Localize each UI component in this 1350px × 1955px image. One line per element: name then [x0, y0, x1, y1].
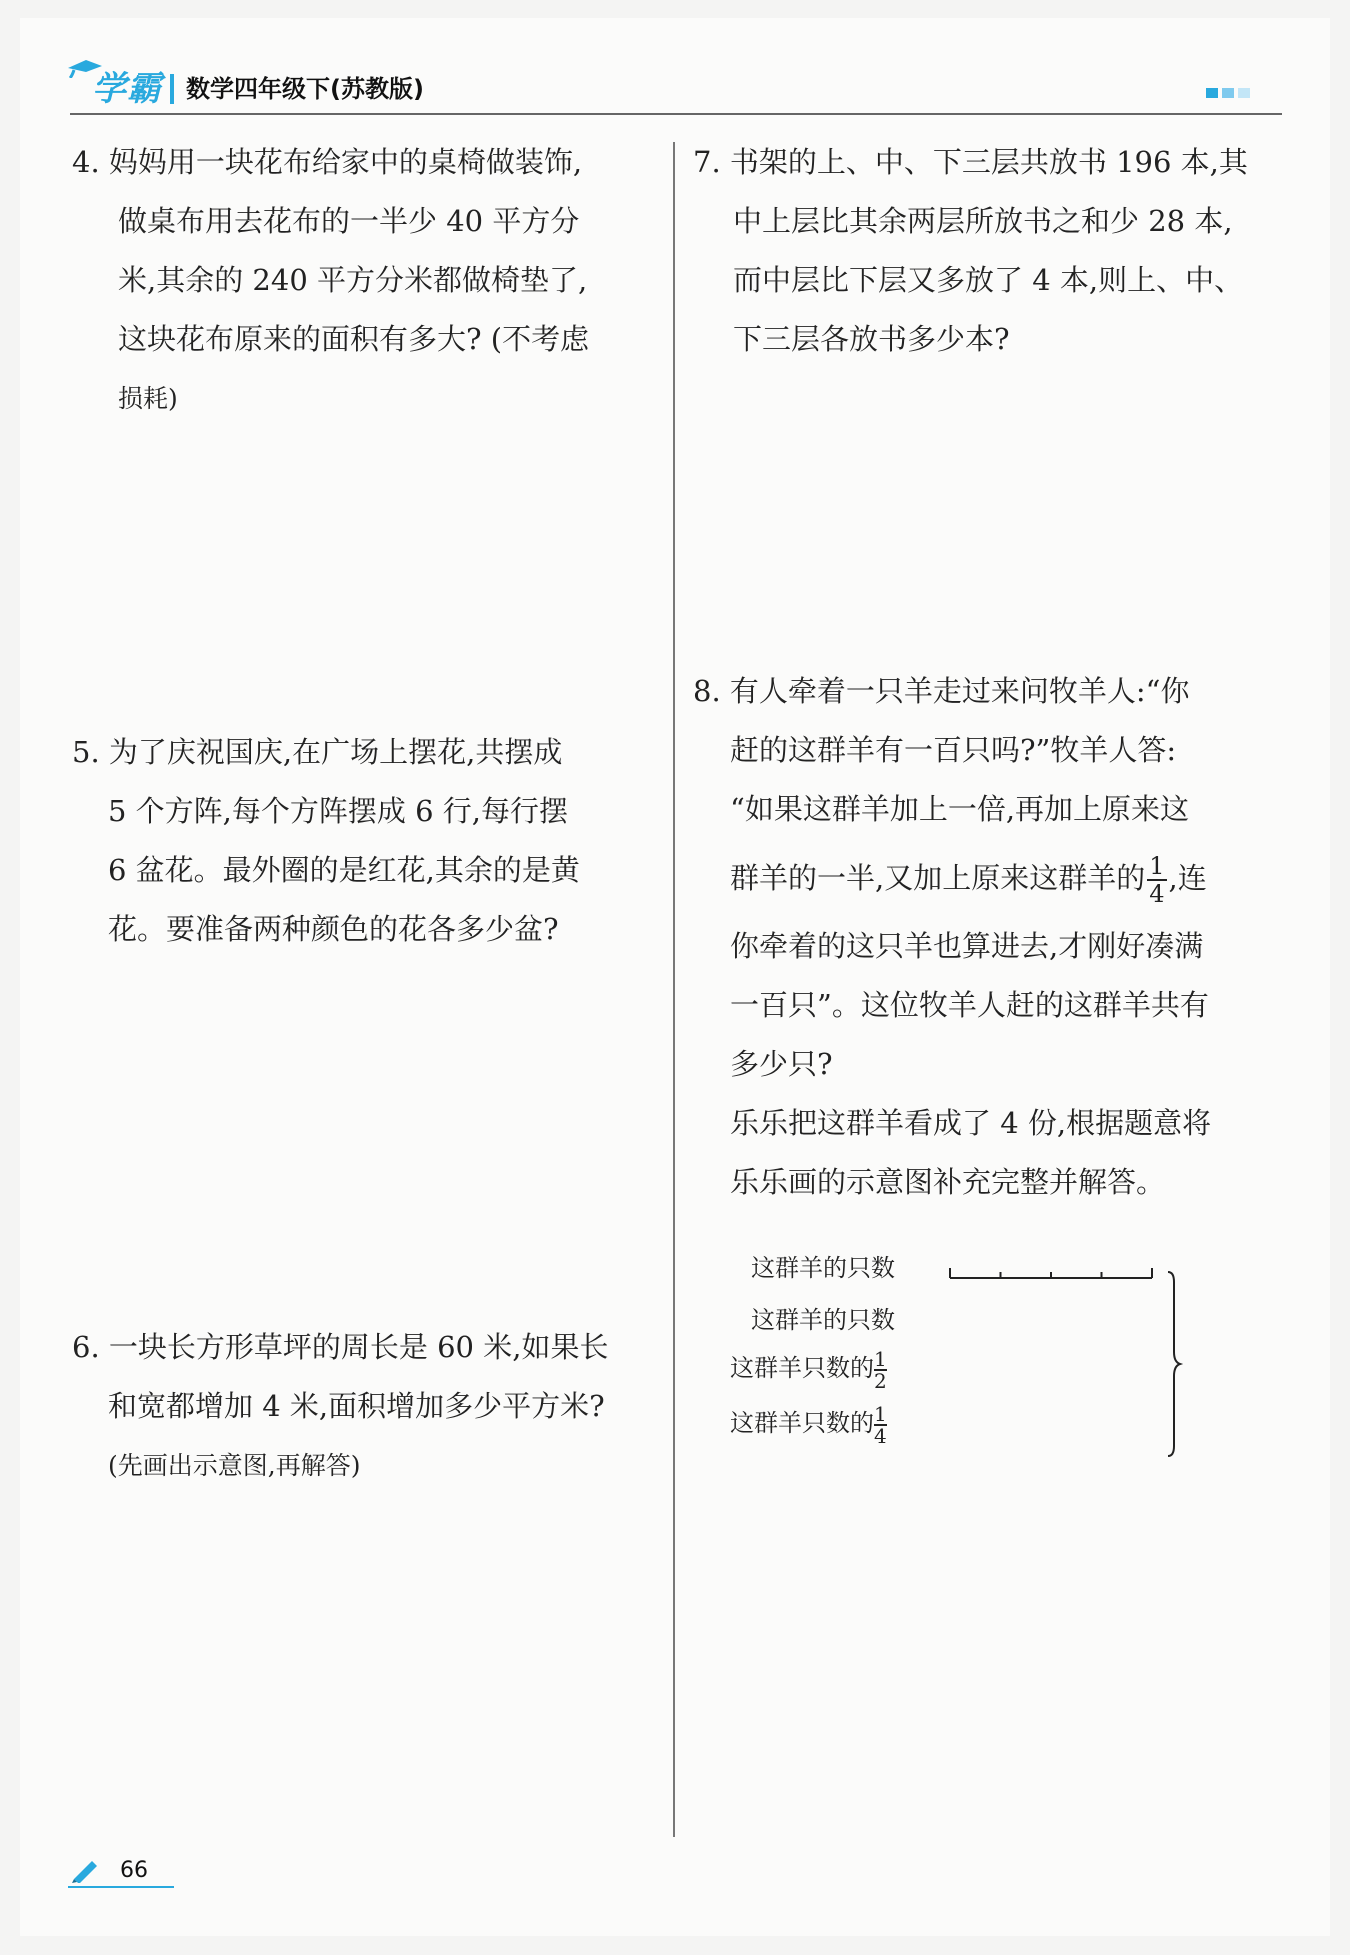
question-5: [72, 723, 662, 959]
question-8-line-3: “如果这群羊加上一倍,再加上原来这: [730, 792, 1190, 826]
fraction-numerator: 1: [1149, 852, 1165, 880]
fraction-one-quarter: [1147, 853, 1166, 907]
sheep-diagram: [728, 1248, 1188, 1468]
fraction-denominator: 4: [1149, 880, 1165, 908]
question-4-line-3: 米,其余的 240 平方分米都做椅垫了,: [118, 263, 588, 297]
question-7-line-3: 而中层比下层又多放了 4 本,则上、中、: [733, 263, 1244, 297]
diagram-label-3-text: 这群羊只数的: [730, 1354, 874, 1382]
graduation-cap-icon: [66, 58, 104, 78]
question-5-line-3: 6 盆花。最外圈的是红花,其余的是黄: [108, 853, 580, 887]
book-title: 数学四年级下(苏教版): [186, 75, 424, 103]
question-8-line-8: 乐乐把这群羊看成了 4 份,根据题意将: [730, 1106, 1212, 1140]
question-8: [693, 662, 1288, 1212]
diagram-lines: [728, 1248, 1188, 1468]
header: [70, 60, 1282, 116]
question-4-line-1: 4. 妈妈用一块花布给家中的桌椅做装饰,: [72, 145, 583, 179]
question-8-line-5: 你牵着的这只羊也算进去,才刚好凑满: [730, 929, 1204, 963]
question-8-line-9: 乐乐画的示意图补充完整并解答。: [730, 1165, 1166, 1199]
question-7-line-4: 下三层各放书多少本?: [733, 322, 1010, 356]
question-6-line-3: (先画出示意图,再解答): [108, 1451, 361, 1480]
footer-rule: [68, 1886, 174, 1888]
diagram-label-2: 这群羊的只数: [751, 1306, 895, 1334]
question-4: [72, 133, 662, 428]
question-4-line-4: 这块花布原来的面积有多大? (不考虑: [118, 322, 590, 356]
question-7-line-1: 7. 书架的上、中、下三层共放书 196 本,其: [693, 145, 1248, 179]
pencil-icon: [70, 1857, 100, 1883]
question-4-line-2: 做桌布用去花布的一半少 40 平方分: [118, 204, 580, 238]
question-8-line-1: 8. 有人牵着一只羊走过来问牧羊人:“你: [693, 674, 1190, 708]
question-6-line-1: 6. 一块长方形草坪的周长是 60 米,如果长: [72, 1330, 609, 1364]
question-5-line-4: 花。要准备两种颜色的花各多少盆?: [108, 912, 559, 946]
right-brace: [1168, 1272, 1180, 1456]
logo-divider: [170, 74, 174, 104]
question-5-line-2: 5 个方阵,每个方阵摆成 6 行,每行摆: [108, 794, 568, 828]
question-7: [693, 133, 1288, 369]
question-8-line-7: 多少只?: [730, 1047, 833, 1081]
segment-bar: [950, 1268, 1152, 1278]
column-divider: [673, 142, 675, 1837]
question-8-line-4-end: ,连: [1168, 861, 1207, 895]
header-decoration: [1206, 88, 1250, 98]
question-8-line-4: [693, 839, 1288, 917]
diagram-label-4-text: 这群羊只数的: [730, 1409, 874, 1437]
question-6: [72, 1318, 662, 1495]
question-5-line-1: 5. 为了庆祝国庆,在广场上摆花,共摆成: [72, 735, 563, 769]
question-6-line-2: 和宽都增加 4 米,面积增加多少平方米?: [108, 1389, 605, 1423]
diagram-label-1: 这群羊的只数: [751, 1254, 895, 1282]
fraction-denominator: 2: [874, 1368, 887, 1393]
fraction-numerator: 1: [874, 1401, 887, 1426]
question-8-line-2: 赶的这群羊有一百只吗?”牧羊人答:: [730, 733, 1177, 767]
fraction-denominator: 4: [874, 1423, 887, 1448]
question-8-line-6: 一百只”。这位牧羊人赶的这群羊共有: [730, 988, 1209, 1022]
page-number: 66: [120, 1858, 148, 1883]
question-7-line-2: 中上层比其余两层所放书之和少 28 本,: [733, 204, 1233, 238]
header-rule: [70, 113, 1282, 115]
fraction-numerator: 1: [874, 1346, 887, 1371]
logo-text: 学霸: [92, 69, 162, 109]
question-4-line-5: 损耗): [118, 384, 178, 413]
question-8-line-4-text: 群羊的一半,又加上原来这群羊的: [730, 861, 1146, 895]
logo: [70, 60, 424, 112]
